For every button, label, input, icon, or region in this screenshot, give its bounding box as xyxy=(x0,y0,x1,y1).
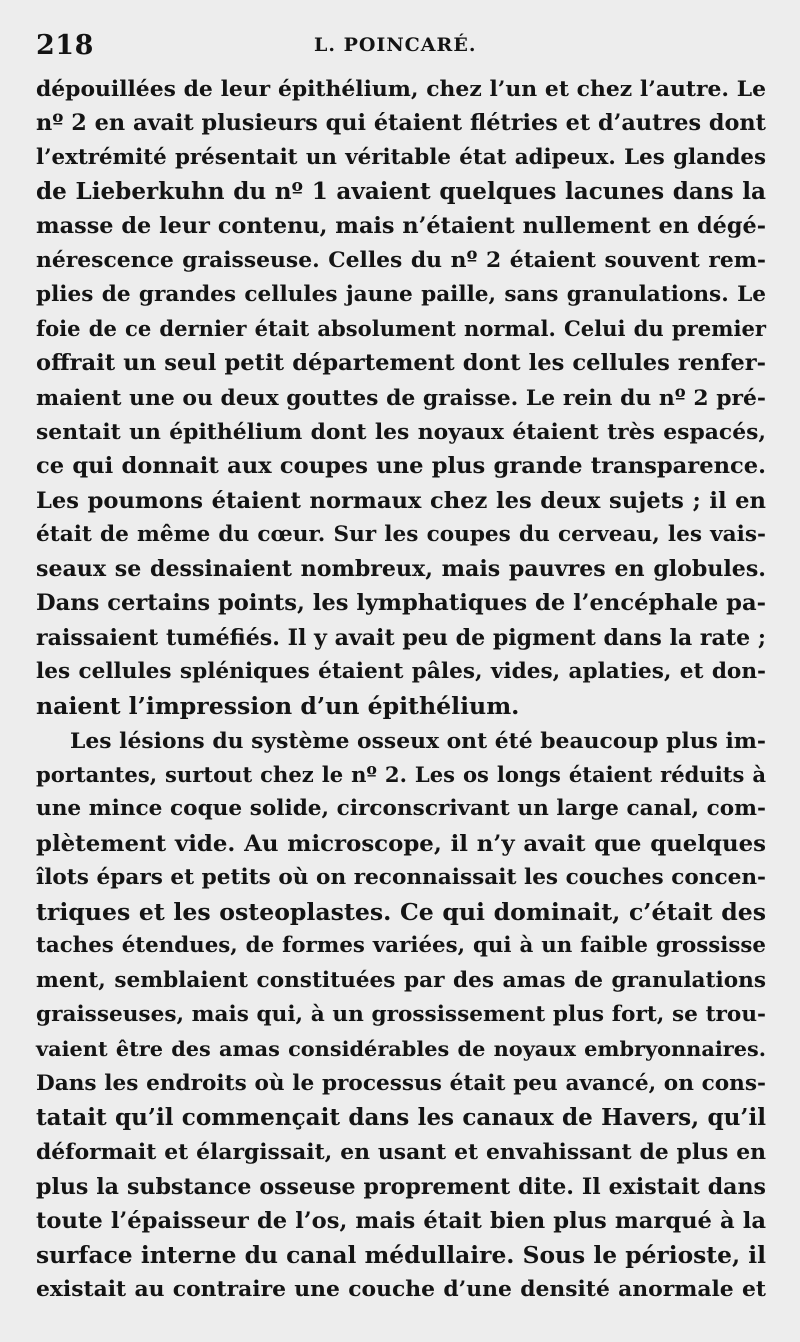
page-header xyxy=(36,30,766,64)
text-line: taches étendues, de formes variées, qui à un faible grossisse xyxy=(36,933,766,959)
paragraph-start-line: Les lésions du système osseux ont été beaucoup plus im- xyxy=(70,727,766,754)
text-line: les cellules spléniques étaient pâles, vides, aplaties, et don- xyxy=(36,659,766,685)
text-line: ce qui donnait aux coupes une plus grande transparence. xyxy=(36,453,766,480)
text-line: vaient être des amas considérables de noyaux embryonnaires. xyxy=(36,1036,766,1062)
text-line: nº 2 en avait plusieurs qui étaient flétries et d’autres dont xyxy=(36,110,766,137)
body-text xyxy=(36,72,766,1307)
text-line: Les poumons étaient normaux chez les deux sujets ; il en xyxy=(36,487,766,514)
text-line: triques et les osteoplastes. Ce qui dominait, c’était des xyxy=(36,898,766,927)
paragraph-end-line: naient l’impression d’un épithélium. xyxy=(36,692,520,721)
text-line: dépouillées de leur épithélium, chez l’un et chez l’autre. Le xyxy=(36,76,766,102)
page-number: 218 xyxy=(36,30,94,61)
text-line: graisseuses, mais qui, à un grossissement plus fort, se trou- xyxy=(36,1002,766,1028)
text-line: plètement vide. Au microscope, il n’y avait que quelques xyxy=(36,830,766,857)
text-line: maient une ou deux gouttes de graisse. Le rein du nº 2 pré- xyxy=(36,384,766,411)
text-line: foie de ce dernier était absolument normal. Celui du premier xyxy=(36,316,766,342)
text-line: Dans certains points, les lymphatiques de l’encéphale pa- xyxy=(36,590,766,617)
text-line: plies de grandes cellules jaune paille, sans granulations. Le xyxy=(36,281,766,307)
text-line: ment, semblaient constituées par des amas de granulations xyxy=(36,967,766,993)
text-line: tatait qu’il commençait dans les canaux de Havers, qu’il xyxy=(36,1103,766,1131)
text-line: surface interne du canal médullaire. Sous le périoste, il xyxy=(36,1241,766,1270)
text-line: était de même du cœur. Sur les coupes du cerveau, les vais- xyxy=(36,521,766,547)
text-line: offrait un seul petit département dont les cellules renfer- xyxy=(36,350,766,377)
text-line: de Lieberkuhn du nº 1 avaient quelques lacunes dans la xyxy=(36,177,766,205)
text-line: îlots épars et petits où on reconnaissait les couches concen- xyxy=(36,864,766,890)
text-line: déformait et élargissait, en usant et envahissant de plus en xyxy=(36,1139,766,1166)
text-line: seaux se dessinaient nombreux, mais pauvres en globules. xyxy=(36,556,766,583)
text-line: raissaient tuméfiés. Il y avait peu de pigment dans la rate ; xyxy=(36,624,766,651)
text-line: une mince coque solide, circonscrivant un large canal, com- xyxy=(36,796,766,822)
text-line: existait au contraire une couche d’une densité anormale et xyxy=(36,1276,766,1303)
text-line: toute l’épaisseur de l’os, mais était bien plus marqué à la xyxy=(36,1207,766,1234)
text-line: l’extrémité présentait un véritable état adipeux. Les glandes xyxy=(36,144,766,170)
text-line: portantes, surtout chez le nº 2. Les os longs étaient réduits à xyxy=(36,761,766,787)
text-line: masse de leur contenu, mais n’étaient nullement en dégé- xyxy=(36,213,766,240)
text-line: sentait un épithélium dont les noyaux étaient très espacés, xyxy=(36,418,766,445)
text-line: plus la substance osseuse proprement dite. Il existait dans xyxy=(36,1173,766,1200)
text-line: nérescence graisseuse. Celles du nº 2 étaient souvent rem- xyxy=(36,247,766,274)
text-line: Dans les endroits où le processus était peu avancé, on cons- xyxy=(36,1070,766,1096)
running-head: L. POINCARÉ. xyxy=(314,34,477,56)
